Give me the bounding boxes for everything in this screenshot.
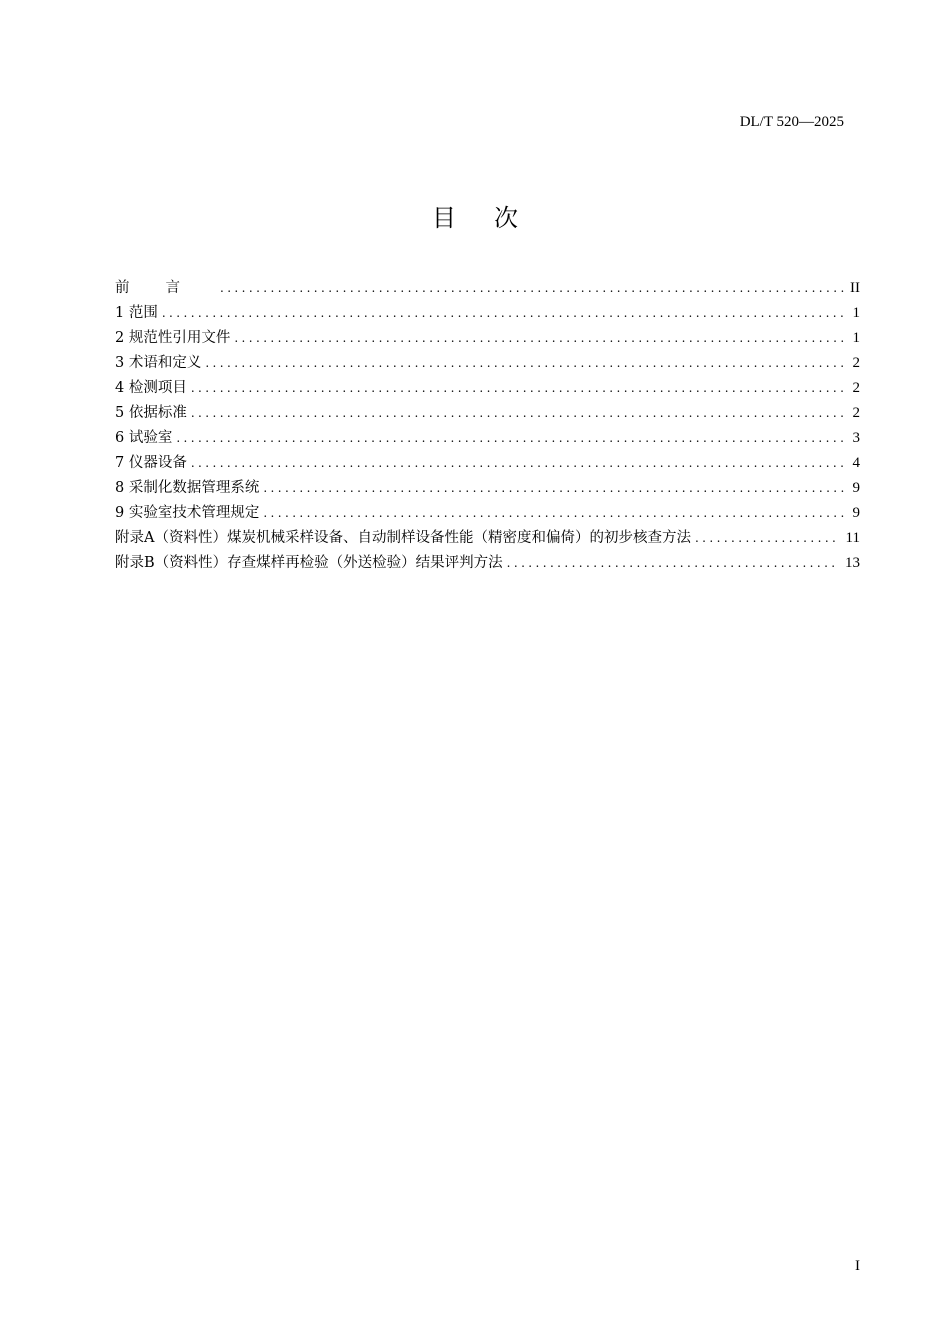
toc-entry-label: 9 实验室技术管理规定 (115, 505, 260, 521)
toc-entry[interactable] (115, 326, 860, 351)
toc-list (115, 276, 860, 576)
toc-entry-label: 4 检测项目 (115, 380, 187, 396)
toc-entry-label: 5 依据标准 (115, 405, 187, 421)
toc-entry[interactable] (115, 401, 860, 426)
toc-entry-page: 2 (852, 355, 860, 371)
toc-entry[interactable] (115, 526, 860, 551)
toc-entry[interactable] (115, 376, 860, 401)
toc-entry-page: 11 (845, 530, 860, 546)
toc-entry-page: 13 (845, 555, 860, 571)
toc-entry[interactable] (115, 551, 860, 576)
page-number: I (855, 1258, 860, 1274)
toc-entry[interactable] (115, 476, 860, 501)
toc-leader-dots (695, 526, 840, 551)
toc-entry[interactable] (115, 501, 860, 526)
toc-title: 目次 (432, 204, 556, 232)
toc-leader-dots (220, 276, 844, 301)
toc-leader-dots (205, 351, 846, 376)
toc-entry[interactable] (115, 426, 860, 451)
toc-entry-label: 6 试验室 (115, 430, 173, 446)
toc-leader-dots (162, 301, 847, 326)
toc-leader-dots (234, 326, 846, 351)
toc-leader-dots (191, 401, 847, 426)
toc-entry-label: 1 范围 (115, 305, 158, 321)
toc-entry-label: 附录A（资料性）煤炭机械采样设备、自动制样设备性能（精密度和偏倚）的初步核查方法 (115, 530, 691, 546)
toc-leader-dots (507, 551, 839, 576)
toc-entry-page: 9 (852, 480, 860, 496)
toc-leader-dots (263, 501, 846, 526)
toc-entry-page: 1 (852, 305, 860, 321)
toc-entry-page: 2 (852, 380, 860, 396)
toc-entry-label: 3 术语和定义 (115, 355, 202, 371)
toc-entry-label: 2 规范性引用文件 (115, 330, 231, 346)
toc-entry-page: 9 (852, 505, 860, 521)
toc-entry[interactable] (115, 276, 860, 301)
toc-entry[interactable] (115, 301, 860, 326)
toc-entry-page: 3 (852, 430, 860, 446)
toc-entry-label: 8 采制化数据管理系统 (115, 480, 260, 496)
toc-leader-dots (263, 476, 846, 501)
toc-entry-label: 附录B（资料性）存查煤样再检验（外送检验）结果评判方法 (115, 555, 503, 571)
toc-entry[interactable] (115, 451, 860, 476)
toc-leader-dots (176, 426, 846, 451)
toc-entry[interactable] (115, 351, 860, 376)
toc-entry-page: 2 (852, 405, 860, 421)
toc-leader-dots (191, 451, 847, 476)
toc-leader-dots (191, 376, 847, 401)
toc-entry-page: 1 (852, 330, 860, 346)
toc-entry-label: 7 仪器设备 (115, 455, 187, 471)
document-code: DL/T 520—2025 (739, 114, 844, 130)
toc-entry-page: 4 (852, 455, 860, 471)
toc-entry-page: II (850, 280, 860, 296)
toc-entry-label: 前言 (115, 280, 216, 296)
